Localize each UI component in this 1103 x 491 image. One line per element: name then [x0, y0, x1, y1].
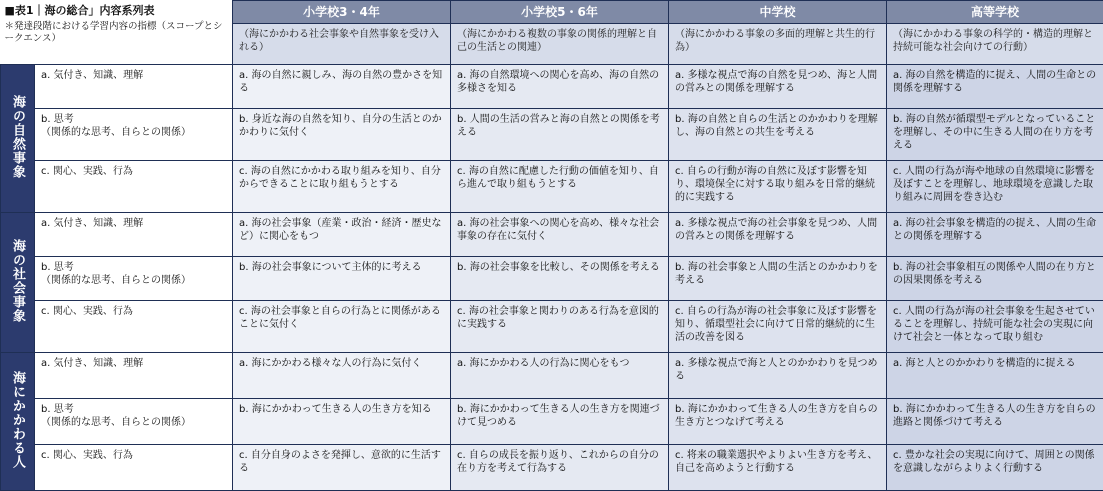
- table-cell: c. 海の自然に配慮した行動の価値を知り、自ら進んで取り組もうとする: [451, 161, 669, 213]
- aspect-label: c. 関心、実践、行為: [35, 301, 233, 353]
- table-cell: c. 豊かな社会の実現に向けて、周囲との関係を意識しながらよりよく行動する: [887, 445, 1103, 491]
- table-cell: a. 多様な視点で海の自然を見つめ、海と人間の営みとの関係を理解する: [669, 65, 887, 109]
- table-row: [1, 109, 1103, 161]
- table-row: [1, 301, 1103, 353]
- aspect-label: c. 関心、実践、行為: [35, 445, 233, 491]
- table-cell: c. 自分自身のよさを発揮し、意欲的に生活する: [233, 445, 451, 491]
- table-cell: c. 海の社会事象と関わりのある行為を意図的に実践する: [451, 301, 669, 353]
- table-cell: b. 海の自然が循環型モデルとなっていることを理解し、その中に生きる人間の在り方を考える: [887, 109, 1103, 161]
- table-cell: c. 自らの成長を振り返り、これからの自分の在り方を考えて行為する: [451, 445, 669, 491]
- table-corner: [1, 1, 233, 65]
- aspect-label: b. 思考 （関係的な思考、自らとの関係）: [35, 109, 233, 161]
- stage-description: （海にかかわる事象の科学的・構造的理解と持続可能な社会向けての行動）: [887, 24, 1103, 65]
- table-cell: a. 海の自然に親しみ、海の自然の豊かさを知る: [233, 65, 451, 109]
- table-cell: b. 海にかかわって生きる人の生き方を自らの生き方とつなげて考える: [669, 399, 887, 445]
- table-cell: b. 身近な海の自然を知り、自分の生活とのかかわりに気付く: [233, 109, 451, 161]
- table-cell: a. 多様な視点で海と人とのかかわりを見つめる: [669, 353, 887, 399]
- table-cell: a. 海にかかわる様々な人の行為に気付く: [233, 353, 451, 399]
- table-cell: a. 海の社会事象を構造的の捉え、人間の生命との関係を理解する: [887, 213, 1103, 257]
- stage-description: （海にかかわる事象の多面的理解と共生的行為）: [669, 24, 887, 65]
- table-cell: b. 海にかかわって生きる人の生き方を自らの進路と関係づけて考える: [887, 399, 1103, 445]
- stage-header-row: [1, 1, 1103, 24]
- aspect-label: c. 関心、実践、行為: [35, 161, 233, 213]
- table-cell: b. 海の社会事象と人間の生活とのかかわりを考える: [669, 257, 887, 301]
- table-cell: a. 多様な視点で海の社会事象を見つめ、人間の営みとの関係を理解する: [669, 213, 887, 257]
- aspect-label: b. 思考 （関係的な思考、自らとの関係）: [35, 257, 233, 301]
- aspect-label: b. 思考 （関係的な思考、自らとの関係）: [35, 399, 233, 445]
- table-cell: a. 海にかかわる人の行為に関心をもつ: [451, 353, 669, 399]
- table-cell: b. 海にかかわって生きる人の生き方を知る: [233, 399, 451, 445]
- table-row: [1, 399, 1103, 445]
- stage-elementary-56: 小学校5・6年: [451, 1, 669, 24]
- table-cell: b. 人間の生活の営みと海の自然との関係を考える: [451, 109, 669, 161]
- domain-label-natural: 海の自然事象: [1, 65, 35, 213]
- domain-label-social: 海の社会事象: [1, 213, 35, 353]
- table-cell: a. 海の自然環境への関心を高め、海の自然の多様さを知る: [451, 65, 669, 109]
- table-cell: b. 海の自然と自らの生活とのかかわりを理解し、海の自然との共生を考える: [669, 109, 887, 161]
- table-cell: b. 海の社会事象を比較し、その関係を考える: [451, 257, 669, 301]
- table-cell: b. 海にかかわって生きる人の生き方を関連づけて見つめる: [451, 399, 669, 445]
- table-row: [1, 445, 1103, 491]
- table-cell: b. 海の社会事象について主体的に考える: [233, 257, 451, 301]
- table-row: [1, 213, 1103, 257]
- table-cell: c. 海の社会事象と自らの行為とに関係があることに気付く: [233, 301, 451, 353]
- table-cell: c. 将来の職業選択やよりよい生き方を考え、自己を高めようと行動する: [669, 445, 887, 491]
- table-cell: c. 人間の行為が海の社会事象を生起させていることを理解し、持続可能な社会の実現に向けて社会と一体となって取り組む: [887, 301, 1103, 353]
- stage-junior-high: 中学校: [669, 1, 887, 24]
- table-cell: a. 海の社会事象への関心を高め、様々な社会事象の存在に気付く: [451, 213, 669, 257]
- aspect-label: a. 気付き、知識、理解: [35, 213, 233, 257]
- stage-high-school: 高等学校: [887, 1, 1103, 24]
- table-row: [1, 257, 1103, 301]
- table-row: [1, 353, 1103, 399]
- table-cell: a. 海の自然を構造的に捉え、人間の生命との関係を理解する: [887, 65, 1103, 109]
- table-cell: b. 海の社会事象相互の関係や人間の在り方との因果関係を考える: [887, 257, 1103, 301]
- domain-label-people: 海にかかわる人: [1, 353, 35, 491]
- scope-sequence-note: ＊発達段階における学習内容の指標（スコープとシークエンス）: [5, 21, 229, 45]
- table-cell: c. 自らの行為が海の社会事象に及ぼす影響を知り、循環型社会に向けて日常的継続的に生活の改善を図る: [669, 301, 887, 353]
- aspect-label: a. 気付き、知識、理解: [35, 65, 233, 109]
- aspect-label: a. 気付き、知識、理解: [35, 353, 233, 399]
- table-cell: a. 海と人とのかかわりを構造的に捉える: [887, 353, 1103, 399]
- table-cell: c. 人間の行為が海や地球の自然環境に影響を及ぼすことを理解し、地球環境を意識した取り組みに周囲を巻き込む: [887, 161, 1103, 213]
- table-row: [1, 161, 1103, 213]
- stage-description: （海にかかわる社会事象や自然事象を受け入れる）: [233, 24, 451, 65]
- table-title: ■表1｜海の総合」内容系列表: [5, 3, 229, 18]
- table-cell: c. 自らの行動が海の自然に及ぼす影響を知り、環境保全に対する取り組みを日常的継続的に実践する: [669, 161, 887, 213]
- table-cell: a. 海の社会事象（産業・政治・経済・歴史など）に関心をもつ: [233, 213, 451, 257]
- table-row: [1, 65, 1103, 109]
- stage-elementary-34: 小学校3・4年: [233, 1, 451, 24]
- stage-description: （海にかかわる複数の事象の関係的理解と自己の生活との関連）: [451, 24, 669, 65]
- table-cell: c. 海の自然にかかわる取り組みを知り、自分からできることに取り組もうとする: [233, 161, 451, 213]
